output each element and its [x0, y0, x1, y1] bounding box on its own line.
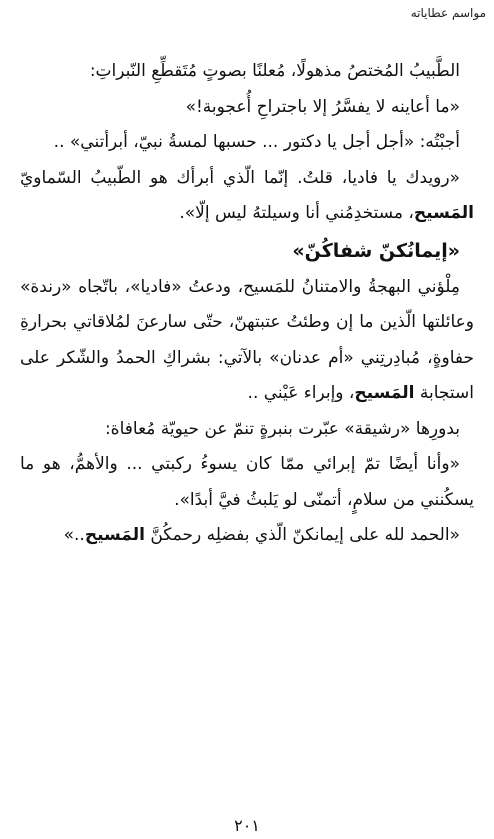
paragraph-closing: [20, 518, 474, 554]
paragraph-rashika-quote: «وأنا أيضًا تمّ إبرائي ممّا كان يسوءُ ركبتي ... والأهمُّ، هو ما يسكُنني من سلامٍ، أتمنّى لو يَلبثُ فيَّ أبدًا».: [20, 454, 474, 510]
running-head: مواسم عطاياته: [410, 6, 486, 20]
paragraph-doctor-stunned: الطَّبيبُ المُختصُ مذهولًا، مُعلنًا بصوتٍ مُتَقطِّعِ النّبراتِ:: [89, 61, 460, 81]
paragraph-visit: [20, 270, 474, 412]
emphasis-messiah: المَسيح: [84, 525, 145, 545]
section-heading: «إيمانُكنّ شفاكُنّ»: [292, 239, 460, 262]
page-number: ٢٠١: [234, 816, 260, 835]
text-run: مِلْؤني البهجةُ والامتنانُ للمَسيح، ودعتُ «فاديا»، باتّجاه «رندة» وعائلتها الّذين ما إن وطئتُ عتبتهنّ، حتّى سارعنَ لمُلاقاتي بحرارةِ حفاوةٍ، مُبادِرتِني «أم عدنان» بالآتي: بشراكِ الحمدُ والشّكر على استجابة: [20, 276, 474, 403]
text-run: ..»: [63, 525, 85, 545]
paragraph-rashika: بدورِها «رشيقة» عبّرت بنبرةٍ تنمّ عن حيويّة مُعافاة:: [104, 418, 460, 439]
body-text: [20, 54, 474, 554]
text-run: «رويدك يا فاديا، قلتُ. إنّما الّذي أبرأك هو الطّبيبُ السّماويّ: [20, 167, 460, 188]
paragraph-reply: [20, 161, 474, 232]
text-run: «الحمد لله على إيمانكنّ الّذي بفضلِه رحمكُنَّ: [144, 525, 460, 545]
text-run: ، مستخدِمُني أنا وسيلتهُ ليس إلّا».: [179, 203, 414, 223]
paragraph-doctor-quote: «ما أعاينه لا يفسَّرُ إلا باجتراحِ أُعجوبة!»: [185, 96, 460, 117]
paragraph-answer: أجبْتُه: «أجل أجل يا دكتور ... حسبها لمسةُ نبيّ، أبرأتني» ..: [53, 132, 460, 152]
emphasis-messiah: المَسيح: [354, 383, 415, 403]
emphasis-messiah: المَسيح: [413, 203, 474, 223]
text-run: ، وإبراء عَيْني ..: [247, 383, 355, 403]
